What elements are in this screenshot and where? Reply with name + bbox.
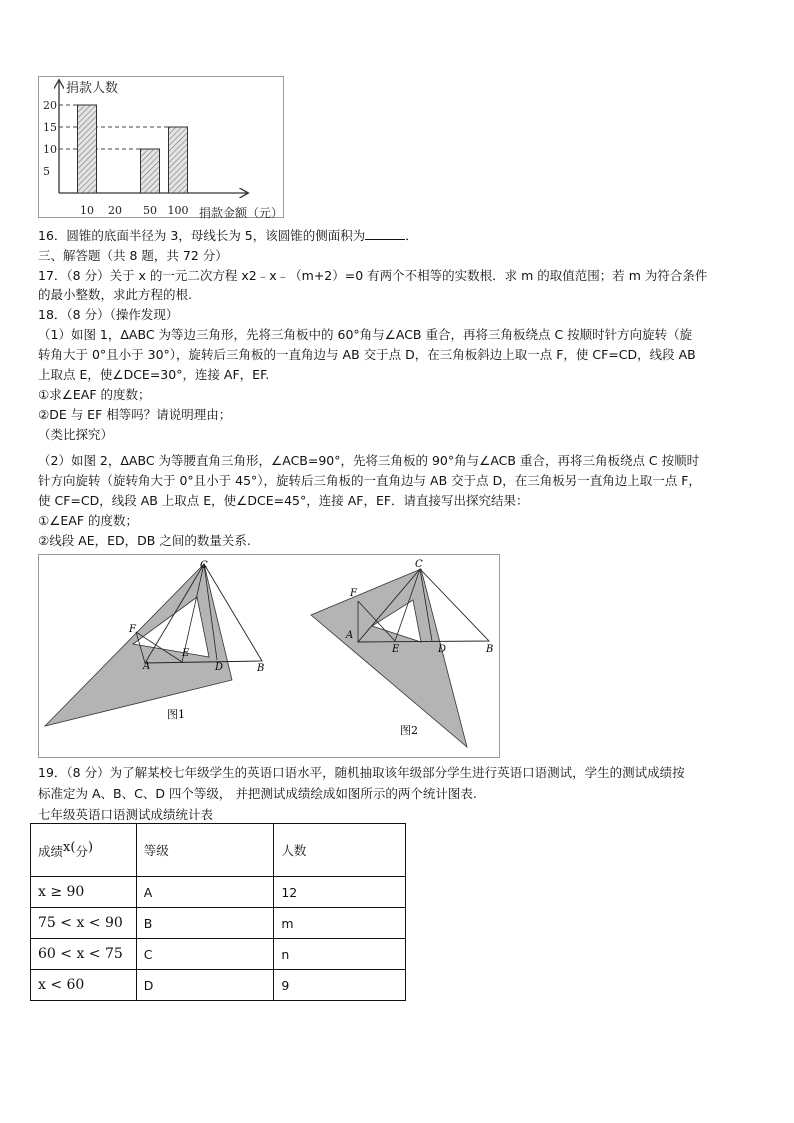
question-17-line-2: 的最小整数，求此方程的根. bbox=[38, 287, 192, 302]
table-header-row bbox=[31, 824, 406, 877]
row-count: m bbox=[274, 908, 406, 939]
section-heading: 三、解答题（共 8 题，共 72 分） bbox=[38, 248, 228, 263]
score-table bbox=[30, 823, 406, 1001]
fig1-label-b: B bbox=[257, 663, 265, 674]
fig1-label-f: F bbox=[129, 624, 136, 635]
question-16-end: ． bbox=[405, 228, 418, 243]
table-row bbox=[31, 970, 406, 1001]
table-title: 七年级英语口语测试成绩统计表 bbox=[38, 807, 214, 822]
figure-2 bbox=[311, 559, 493, 747]
fig2-label-c: C bbox=[415, 559, 423, 570]
row-count: n bbox=[274, 939, 406, 970]
question-16 bbox=[38, 227, 418, 245]
row-grade: B bbox=[136, 908, 274, 939]
question-19-line-2: 标准定为 A、B、C、D 四个等级， 并把测试成绩绘成如图所示的两个统计图表. bbox=[38, 786, 477, 801]
geometry-figures-svg bbox=[39, 555, 501, 759]
question-18-p1-q1: ①求∠EAF 的度数； bbox=[38, 387, 151, 402]
header-paren-close: ) bbox=[87, 840, 94, 855]
bar-chart bbox=[38, 76, 284, 218]
question-18-p1-line-3: 上取点 E，使∠DCE=30°，连接 AF，EF. bbox=[38, 367, 270, 382]
geometry-figures bbox=[38, 554, 500, 758]
bar-100 bbox=[169, 127, 188, 193]
x-tick-label: 10 bbox=[80, 204, 94, 217]
figure-1 bbox=[45, 560, 264, 726]
fig2-set-square bbox=[311, 569, 467, 747]
x-tick-label: 50 bbox=[143, 204, 157, 217]
header-count: 人数 bbox=[274, 824, 406, 877]
row-count: 12 bbox=[274, 877, 406, 908]
bar-10 bbox=[78, 105, 97, 193]
fig2-label-e: E bbox=[392, 644, 400, 655]
y-tick-label: 10 bbox=[43, 143, 57, 156]
row-grade: A bbox=[136, 877, 274, 908]
header-score-var: x bbox=[63, 840, 71, 855]
header-score-unit: 分 bbox=[75, 844, 88, 859]
fig1-label-a: A bbox=[143, 661, 151, 672]
bar-50 bbox=[141, 149, 160, 193]
question-16-text: 16．圆锥的底面半径为 3，母线长为 5，该圆锥的侧面积为 bbox=[38, 228, 366, 243]
row-grade: D bbox=[136, 970, 274, 1001]
question-17-line-1: 17．（8 分）关于 x 的一元二次方程 x2﹣x﹣（m+2）=0 有两个不相等的实数根．求 m 的取值范围；若 m 为符合条件 bbox=[38, 268, 708, 283]
row-range: x ≥ 90 bbox=[31, 877, 137, 908]
question-18-p2-line-3: 使 CF=CD，线段 AB 上取点 E，使∠DCE=45°，连接 AF，EF．请直接写出探究结果： bbox=[38, 493, 529, 508]
row-count: 9 bbox=[274, 970, 406, 1001]
bar-chart-svg bbox=[39, 77, 285, 219]
row-range: 60 < x < 75 bbox=[31, 939, 137, 970]
fig1-label-e: E bbox=[182, 648, 190, 659]
fig1-label-d: D bbox=[215, 662, 224, 673]
question-18-p1-line-1: （1）如图 1，ΔABC 为等边三角形，先将三角板中的 60°角与∠ACB 重合，再将三角板绕点 C 按顺时针方向旋转（旋 bbox=[38, 327, 693, 342]
y-axis-label: 捐款人数 bbox=[66, 81, 119, 96]
header-score bbox=[31, 824, 137, 877]
row-range: x < 60 bbox=[31, 970, 137, 1001]
fig2-label-a: A bbox=[346, 630, 354, 641]
answer-blank[interactable] bbox=[365, 239, 405, 240]
row-grade: C bbox=[136, 939, 274, 970]
x-tick-label: 20 bbox=[108, 204, 122, 217]
table-row bbox=[31, 939, 406, 970]
question-18-head: 18．（8 分）（操作发现） bbox=[38, 307, 179, 322]
x-axis-label: 捐款金额（元） bbox=[199, 206, 284, 219]
x-tick-label: 100 bbox=[167, 204, 189, 217]
header-paren-open: ( bbox=[70, 840, 76, 855]
y-tick-label: 15 bbox=[43, 121, 57, 134]
table-row bbox=[31, 877, 406, 908]
y-tick-label: 5 bbox=[43, 165, 50, 178]
row-range: 75 < x < 90 bbox=[31, 908, 137, 939]
table-row bbox=[31, 908, 406, 939]
question-19-line-1: 19．（8 分）为了解某校七年级学生的英语口语水平，随机抽取该年级部分学生进行英语口语测试，学生的测试成绩按 bbox=[38, 765, 685, 780]
fig2-caption: 图2 bbox=[400, 724, 418, 737]
question-18-p1-q2: ②DE 与 EF 相等吗？请说明理由； bbox=[38, 407, 232, 422]
question-18-p2-q2: ②线段 AE，ED，DB 之间的数量关系. bbox=[38, 533, 251, 548]
question-18-analog: （类比探究） bbox=[38, 427, 114, 442]
fig2-label-f: F bbox=[350, 588, 357, 599]
question-18-p2-q1: ①∠EAF 的度数； bbox=[38, 513, 139, 528]
question-18-p1-line-2: 转角大于 0°且小于 30°），旋转后三角板的一直角边与 AB 交于点 D，在三角板斜边上取一点 F，使 CF=CD，线段 AB bbox=[38, 347, 696, 362]
y-tick-label: 20 bbox=[43, 99, 57, 112]
fig2-label-d: D bbox=[438, 644, 447, 655]
question-18-p2-line-2: 针方向旋转（旋转角大于 0°且小于 45°），旋转后三角板的一直角边与 AB 交于点 D，在三角板另一直角边上取一点 F， bbox=[38, 473, 701, 488]
fig1-caption: 图1 bbox=[167, 708, 185, 721]
fig2-label-b: B bbox=[486, 644, 494, 655]
question-18-p2-line-1: （2）如图 2，ΔABC 为等腰直角三角形，∠ACB=90°，先将三角板的 90°角与∠ACB 重合，再将三角板绕点 C 按顺时 bbox=[38, 453, 700, 468]
header-score-label: 成绩 bbox=[38, 844, 64, 859]
header-grade: 等级 bbox=[136, 824, 274, 877]
fig1-label-c: C bbox=[200, 560, 208, 571]
